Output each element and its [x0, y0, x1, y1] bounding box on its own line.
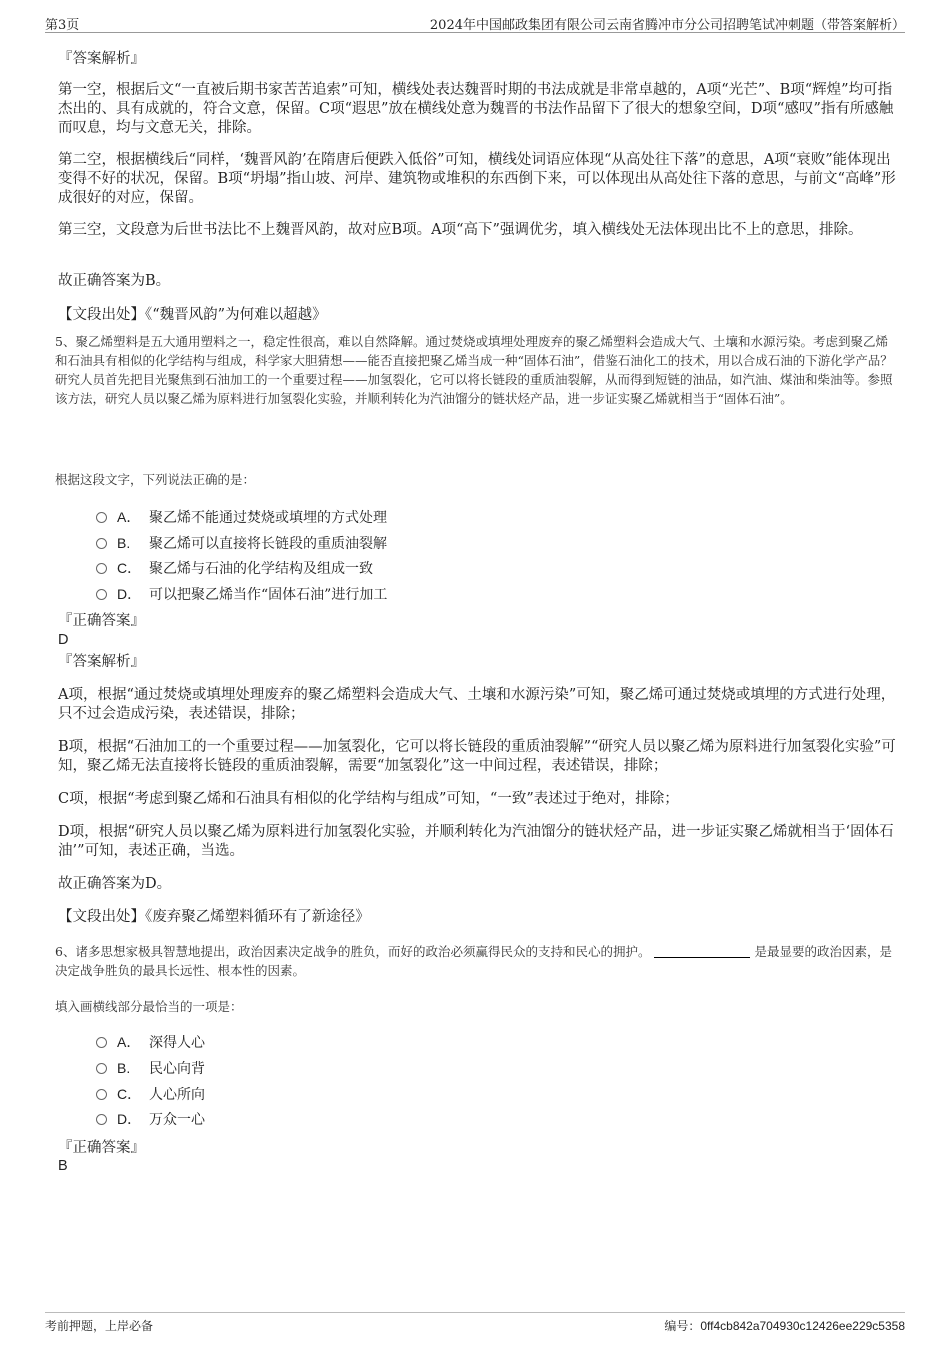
- q4-source: 【文段出处】《“魏晋风韵”为何难以超越》: [58, 307, 327, 323]
- fill-in-blank: [654, 945, 750, 958]
- option-letter: B.: [117, 535, 131, 551]
- page-footer: [45, 1312, 905, 1337]
- radio-icon[interactable]: [96, 1063, 107, 1074]
- option-letter: A．: [117, 509, 141, 525]
- radio-icon[interactable]: [96, 563, 107, 574]
- option-text: 深得人心: [149, 1035, 205, 1051]
- radio-icon[interactable]: [96, 512, 107, 523]
- q4-conclusion: 故正确答案为B。: [58, 273, 171, 289]
- footer-code: [664, 1317, 905, 1334]
- q5-option-a[interactable]: [96, 508, 387, 527]
- radio-icon[interactable]: [96, 1114, 107, 1125]
- q5-answer: D: [58, 632, 69, 648]
- q5-analysis-a: A项，根据“通过焚烧或填埋处理废弃的聚乙烯塑料会造成大气、土壤和水源污染”可知，聚乙烯可通过焚烧或填埋的方式进行处理，只不过会造成污染，表述错误，排除；: [58, 687, 896, 722]
- code-value: 0ff4cb842a704930c12426ee229c5358: [700, 1319, 905, 1333]
- q6-answer-label: 『正确答案』: [58, 1140, 145, 1156]
- q4-analysis-label: 『答案解析』: [58, 51, 145, 67]
- q4-analysis-p2: 第二空，根据横线后“同样，‘魏晋风韵’在隋唐后便跌入低俗”可知，横线处词语应体现“从高处往下落”的意思，A项“衰败”能体现出变得不好的状况，保留。B项“坍塌”指山坡、河岸、建筑物或堆积的东西倒下来，可以体现出从高处往下落的意思，与前文“高峰”形成很好的对应，保留。: [58, 152, 896, 206]
- q6-option-a[interactable]: [96, 1033, 205, 1052]
- q4-analysis-p1: 第一空，根据后文“一直被后期书家苦苦追索”可知，横线处表达魏晋时期的书法成就是非常卓越的，A项“光芒”、B项“辉煌”均可指杰出的、具有成就的，符合文意，保留。C项“遐思”放在横线处意为魏晋的书法作品留下了很大的想象空间，D项“感叹”指有所感触而叹息，均与文意无关，排除。: [58, 82, 894, 136]
- q6-answer: B: [58, 1158, 68, 1174]
- option-letter: B.: [117, 1060, 131, 1076]
- radio-icon[interactable]: [96, 589, 107, 600]
- code-label: 编号：: [664, 1319, 701, 1333]
- q5-option-c[interactable]: [96, 559, 373, 578]
- q5-stem: 5、聚乙烯塑料是五大通用塑料之一，稳定性很高，难以自然降解。通过焚烧或填埋处理废弃的聚乙烯塑料会造成大气、土壤和水源污染。考虑到聚乙烯和石油具有相似的化学结构与组成，科学家大胆猜想——能否直接把聚乙烯当成一种“固体石油”，借鉴石油化工的技术，用以合成石油的下游化学产品？研究人员首先把目光聚焦到石油加工的一个重要过程——加氢裂化，它可以将长链段的重质油裂解，从而得到短链的油品，如汽油、煤油和柴油等。参照该方法，研究人员以聚乙烯为原料进行加氢裂化实验，并顺利转化为汽油馏分的链状烃产品，进一步证实聚乙烯就相当于“固体石油”。: [55, 334, 893, 406]
- q6-stem-before: 6、诸多思想家极具智慧地提出，政治因素决定战争的胜负，而好的政治必须赢得民众的支持和民心的拥护。: [55, 944, 651, 959]
- q5-conclusion: 故正确答案为D。: [58, 876, 172, 892]
- q4-analysis-p3: 第三空，文段意为后世书法比不上魏晋风韵，故对应B项。A项“高下”强调优劣，填入横线处无法体现出比不上的意思，排除。: [58, 222, 863, 238]
- q6-prompt: 填入画横线部分最恰当的一项是：: [55, 999, 243, 1014]
- q5-prompt: 根据这段文字，下列说法正确的是：: [55, 472, 256, 487]
- option-text: 人心所向: [149, 1087, 205, 1103]
- q5-option-b[interactable]: [96, 534, 387, 553]
- q6-option-d[interactable]: [96, 1110, 205, 1129]
- q6-stem: [55, 942, 900, 980]
- q5-analysis-c: C项，根据“考虑到聚乙烯和石油具有相似的化学结构与组成”可知，“一致”表述过于绝对，排除；: [58, 791, 679, 807]
- footer-slogan: 考前押题，上岸必备: [45, 1319, 154, 1333]
- q5-analysis-label: 『答案解析』: [58, 654, 145, 670]
- q5-analysis-b: B项，根据“石油加工的一个重要过程——加氢裂化，它可以将长链段的重质油裂解”“研究人员以聚乙烯为原料进行加氢裂化实验”可知，聚乙烯无法直接将长链段的重质油裂解，需要“加氢裂化”这一中间过程，表述错误，排除；: [58, 739, 896, 774]
- option-text: 万众一心: [149, 1112, 205, 1128]
- option-letter: D．: [117, 586, 142, 602]
- q6-option-c[interactable]: [96, 1085, 205, 1104]
- page-header: [45, 12, 905, 33]
- option-text: 可以把聚乙烯当作“固体石油”进行加工: [149, 587, 388, 603]
- option-letter: D．: [117, 1111, 142, 1127]
- q5-source: 【文段出处】《废弃聚乙烯塑料循环有了新途径》: [58, 909, 370, 925]
- q6-stem-after: 是最显要的政治因素，是决定战争胜负的最具长远性、根本性的因素。: [55, 944, 892, 978]
- option-text: 民心向背: [149, 1061, 205, 1077]
- radio-icon[interactable]: [96, 538, 107, 549]
- page-number: 第3页: [45, 18, 80, 33]
- option-text: 聚乙烯与石油的化学结构及组成一致: [149, 561, 373, 577]
- q5-answer-label: 『正确答案』: [58, 613, 145, 629]
- option-letter: A．: [117, 1034, 141, 1050]
- option-letter: C．: [117, 1086, 142, 1102]
- option-letter: C．: [117, 560, 142, 576]
- radio-icon[interactable]: [96, 1037, 107, 1048]
- radio-icon[interactable]: [96, 1089, 107, 1100]
- option-text: 聚乙烯可以直接将长链段的重质油裂解: [149, 536, 387, 552]
- q6-option-b[interactable]: [96, 1059, 205, 1078]
- document-title: 2024年中国邮政集团有限公司云南省腾冲市分公司招聘笔试冲刺题（带答案解析）: [429, 18, 905, 33]
- option-text: 聚乙烯不能通过焚烧或填埋的方式处理: [149, 510, 387, 526]
- q5-analysis-d: D项，根据“研究人员以聚乙烯为原料进行加氢裂化实验，并顺利转化为汽油馏分的链状烃产品，进一步证实聚乙烯就相当于‘固体石油’”可知，表述正确，当选。: [58, 824, 894, 859]
- q5-option-d[interactable]: [96, 585, 387, 604]
